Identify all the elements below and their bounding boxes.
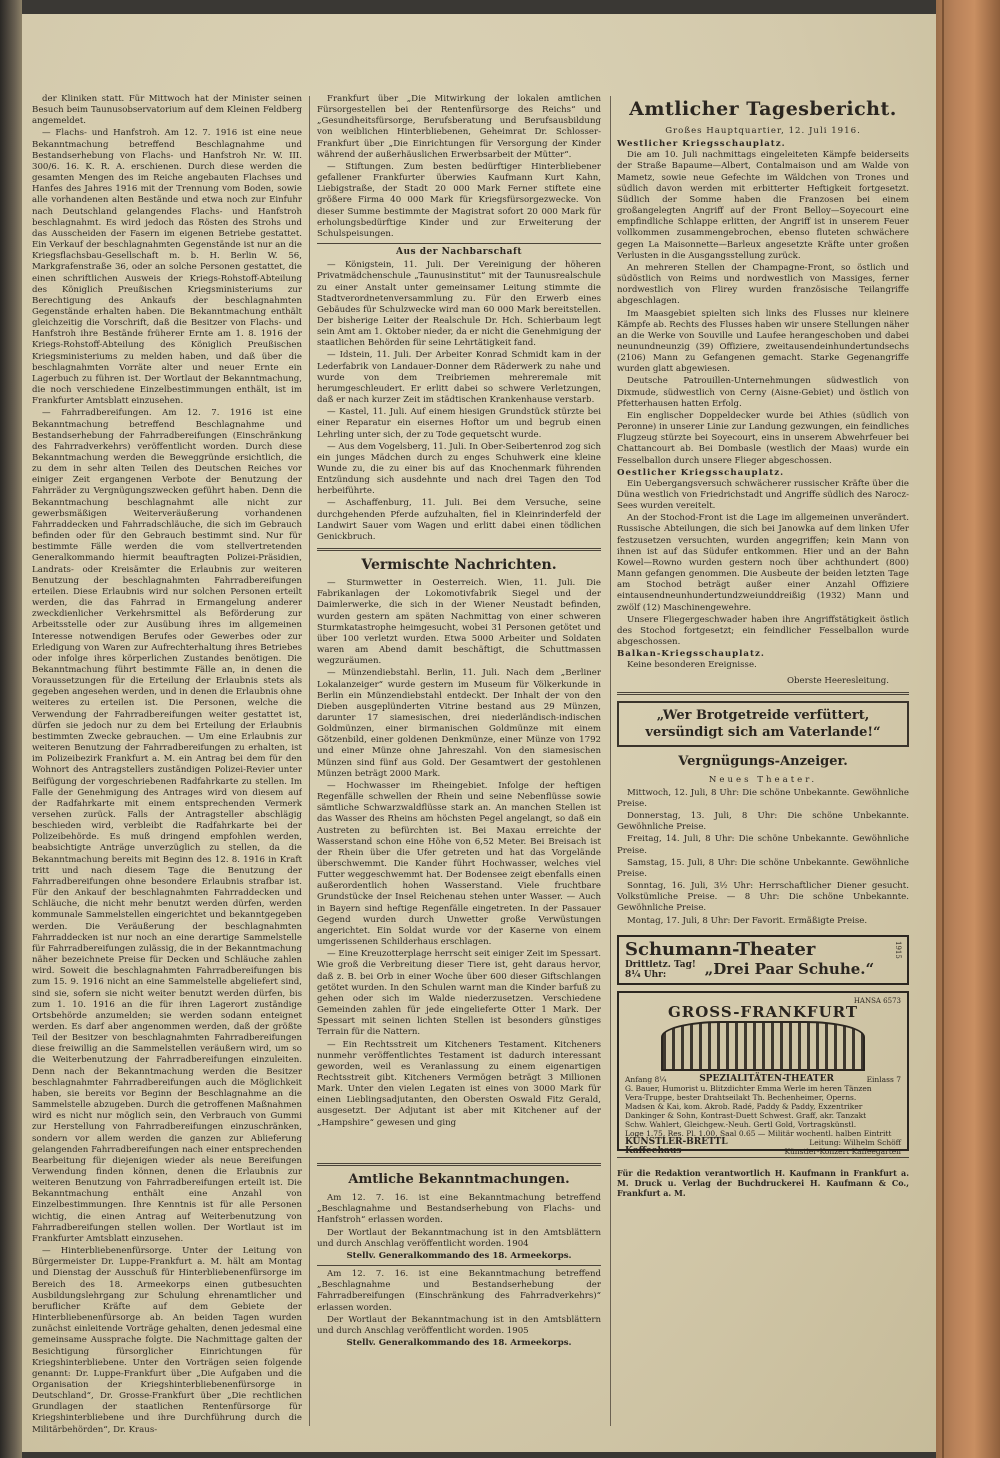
theatre-listing: Mittwoch, 12. Juli, 8 Uhr: Die schöne Unbekannte. Gewöhnliche Preise.: [617, 787, 909, 809]
left-page-edge: [0, 0, 22, 1458]
report-paragraph: Deutsche Patrouillen-Unternehmungen südwestlich von Dixmude, südwestlich von Cerny (Aisne-Gebiet) und östlich von Pfetterhausen hatten Erfolg.: [617, 376, 909, 409]
gross-ad-name: GROSS-FRANKFURT: [667, 1002, 859, 1021]
neighbourhood-heading: Aus der Nachbarschaft: [395, 247, 523, 258]
notice-1-signature: Stellv. Generalkommando des 18. Armeekorps.: [346, 1250, 572, 1261]
gross-ad-start: Anfang 8¼: [625, 1074, 667, 1084]
news-item: — Ein Rechtsstreit um Kitcheners Testament. Kitcheners nunmehr veröffentlichtes Testament ist dadurch interessant geworden, weil es Veranlassung zu einem eigenartigen Rechtsstreit gibt. Kitcheners Vermögen beträgt 3 Millionen Mark. Unter den vielen Legaten ist eines von 3000 Mark für einen Lieblingsadjutanten, den Obersten Oswald Fitz Gerald, ausgesetzt. Der Adjutant ist aber mit Kitchener auf der „Hampshire“ gewesen und ging: [317, 1039, 601, 1128]
gross-ad-concert: Künstler-Konzert Kaffeegarten: [784, 1146, 901, 1156]
schumann-ad-days: [625, 960, 696, 980]
slogan-box: „Wer Brotgetreide verfüttert, versündigt sich am Vaterlande!“: [617, 701, 909, 747]
schumann-theatre-ad: [617, 935, 909, 985]
schumann-ad-year: 1915: [894, 940, 902, 959]
balkan-heading: Balkan-Kriegsschauplatz.: [617, 649, 765, 660]
theatre-building-illustration: [661, 1021, 865, 1071]
theatre-name: Neues Theater.: [708, 774, 818, 785]
misc-heading: Vermischte Nachrichten.: [361, 557, 557, 574]
article-paragraph: — Flachs- und Hanfstroh. Am 12. 7. 1916 ist eine neue Bekanntmachung betreffend Beschlagnahme und Bestandserhebung von Flachs- und Hanfstroh Nr. W. III. 300/6. 16. K. R. A. erschienen. Durch diese werden die gesamten Mengen des im Reiche angebauten Flachses und Hanfes des Jahres 1916 mit der Trennung vom Boden, sowie alle vorhandenen alten Bestände und etwa noch zur Einfuhr nach Deutschland gelangendes Flachs- und Hanfstroh beschlagnahmt. Es wird jedoch das Rösten des Strohs und das Ausscheiden der Fasern im eigenen Betriebe gestattet. Ein Verkauf der beschlagnahmten Gegenstände ist nur an die Kriegsflachsbau-Gesellschaft m. b. H. Berlin W. 56, Markgrafenstraße 36, oder an solche Personen gestattet, die einen schriftlichen Ausweis der Kriegs-Rohstoff-Abteilung des Königlich Preußischen Kriegsministeriums zur Berechtigung des Ankaufs der beschlagnahmten Gegenstände erhalten haben. Die Bekanntmachung enthält gleichzeitig die Vorschrift, daß die Besitzer von Flachs- und Hanfstroh ihre Bestände früherer Ernte am 1. 8. 1916 der Kriegs-Rohstoff-Abteilung des Königlich Preußischen Kriegsministeriums zu melden haben, und daß über die beschlagnahmten Vorräte alter und neuer Ernte ein Lagerbuch zu führen ist. Der Wortlaut der Bekanntmachung, die noch verschiedene Einzelbestimmungen enthält, ist im Frankfurter Amtsblatt einzusehen.: [32, 128, 302, 407]
theatre-listing: Freitag, 14. Juli, 8 Uhr: Die schöne Unbekannte. Gewöhnliche Preise.: [617, 834, 909, 856]
article-paragraph: der Kliniken statt. Für Mittwoch hat der Minister seinen Besuch beim Taunusobservatorium auf dem Kleinen Feldberg angemeldet.: [32, 94, 302, 127]
schumann-ad-line1: Drittletz. Tag!: [625, 959, 696, 970]
article-paragraph: — Stiftungen. Zum besten bedürftiger Hinterbliebener gefallener Frankfurter überwies Kaufmann Kurt Kahn, Liebigstraße, der Stadt 20 000 Mark Ferner stiftete eine größere Firma 40 000 Mark für Kriegsfürsorgezwecke. Von dieser Summe bestimmte der Magistrat sofort 20 000 Mark für erholungsbedürftige Kinder und zur Erweiterung der Schulspeisungen.: [317, 161, 601, 239]
section-rule: [317, 1163, 601, 1166]
notice-2: Am 12. 7. 16. ist eine Bekanntmachung betreffend „Beschlagnahme und Bestandserhebung der Fahrradbereifungen (Einschränkung des Fahrradverkehrs)“ erlassen worden.: [317, 1269, 601, 1313]
column-3: [617, 94, 909, 1434]
report-paragraph: Die am 10. Juli nachmittags eingeleiteten Kämpfe beiderseits der Straße Bapaume—Albert, Contalmaison und am Walde von Mametz, sowie neue Gefechte im Wäldchen von Trones und südlich davon werden mit erbitterter Heftigkeit fortgesetzt. Südlich der Somme haben die Franzosen bei einem großangelegten Angriff auf der Front Belloy—Soyecourt eine empfindliche Schlappe erlitten, der Angriff ist in unserem Feuer vollkommen zusammengebrochen, ebenso fluteten schwächere gegen La Maisonnette—Barleux angesetzte Kräfte unter großen Verlusten in die Ausgangsstellung zurück.: [617, 150, 909, 261]
gross-ad-act: G. Bauer, Humorist u. Blitzdichter Emma Werle im heren Tänzen: [625, 1083, 872, 1093]
schumann-ad-play: „Drei Paar Schuhe.“: [704, 960, 875, 979]
news-item: — Aus dem Vogelsberg, 11. Juli. In Ober-Seibertenrod zog sich ein junges Mädchen durch zu enges Schuhwerk eine kleine Wunde zu, die zu einer bis auf das Knochenmark führenden Entzündung sich ausdehnte und nach drei Tagen den Tod herbeiführte.: [317, 441, 601, 497]
gross-ad-act: Dankinger & Sohn, Kontrast-Duett Schwest. Graff, akr. Tanzakt: [625, 1110, 867, 1120]
section-rule: [317, 243, 601, 244]
section-rule: [317, 1265, 601, 1266]
article-paragraph: — Hinterbliebenenfürsorge. Unter der Leitung von Bürgermeister Dr. Luppe-Frankfurt a. M. hält am Montag und Dienstag der Ausschuß für Hinterbliebenenfürsorge im Bereich des 18. Armeekorps einen gutbesuchten Ausbildungslehrgang zur Schulung ehrenamtlicher und beruflicher Kräfte auf dem Gebiete der Hinterbliebenenfürsorge ab. An beiden Tagen wurden zunächst einleitende Vorträge gehalten, denen jedesmal eine gemeinsame Aussprache folgte. Die Nachmittage galten der Besichtigung fürsorglicher Einrichtungen für Kriegshinterbliebene. Unter den Vorträgen seien folgende genannt: Dr. Luppe-Frankfurt über „Die Aufgaben und die Organisation der Kriegshinterbliebenenfürsorge in Deutschland“, Dr. Grosse-Frankfurt über „Die rechtlichen Grundlagen der staatlichen Rentenfürsorge für Kriegshinterbliebene und ihre Durchführung durch die Militärbehörden“, Dr. Kraus-: [32, 1246, 302, 1434]
section-rule: [617, 692, 909, 695]
notice-2-signature: Stellv. Generalkommando des 18. Armeekorps.: [346, 1337, 572, 1348]
report-paragraph: Ein englischer Doppeldecker wurde bei Athies (südlich von Peronne) in unserer Linie zur Landung gezwungen, ein feindliches Flugzeug stürzte bei Soyecourt, eins in unserem Abwehrfeuer bei Chattancourt ab. Bei Dombasle (westlich der Maas) wurde ein Fesselballon durch unsere Flieger abgeschossen.: [617, 410, 909, 466]
events-heading: Vergnügungs-Anzeiger.: [678, 753, 848, 769]
column-2: [317, 94, 601, 1414]
gross-ad-act: Madsen & Kai, kom. Akrob. Radé, Paddy & Paddy, Exzentriker: [625, 1101, 863, 1111]
report-heading: Amtlicher Tagesbericht.: [629, 98, 897, 120]
official-heading: Amtliche Bekanntmachungen.: [348, 1172, 570, 1188]
news-item: — Hochwasser im Rheingebiet. Infolge der heftigen Regenfälle schwellen der Rhein und seine Nebenflüsse sowie sämtliche Schwarzwaldflüsse stark an. An manchen Stellen ist das Wasser des Rheins am höchsten Pegel angelangt, so daß ein Austreten zu befürchten ist. Bei Maxau erreichte der Wasserstand schon eine Höhe von 6,52 Meter. Bei Breisach ist der Rhein über die Ufer getreten und hat das Vorgelände überschwemmt. Die Kander führt Hochwasser, welches viel Futter weggeschwemmt hat. Der Bodensee zeigt ebenfalls einen außerordentlich hohen Wasserstand. Viele fruchtbare Grundstücke der Insel Reichenau stehen unter Wasser. — Auch in Bayern sind heftige Regenfälle eingetreten. In der Passauer Gegend wurden durch Unwetter große Verwüstungen angerichtet. Ein Soldat wurde vor der Kaserne von einem umgerissenen Schilderhaus erschlagen.: [317, 780, 601, 948]
report-paragraph: Ein Uebergangsversuch schwächerer russischer Kräfte über die Düna westlich von Friedrichstadt und Angriffe südlich des Narocz-Sees wurden vereitelt.: [617, 478, 909, 512]
gross-ad-genre: SPEZIALITÄTEN-THEATER: [699, 1073, 834, 1084]
notice-1: Am 12. 7. 16. ist eine Bekanntmachung betreffend „Beschlagnahme und Bestandserhebung von Flachs- und Hanfstroh“ erlassen worden.: [317, 1193, 601, 1226]
column-rule: [610, 96, 611, 1426]
gross-ad-phone: HANSA 6573: [853, 996, 901, 1005]
schumann-ad-name: Schumann-Theater: [625, 938, 816, 960]
gross-ad-brettl: KÜNSTLER-BRETTL: [625, 1136, 728, 1147]
newspaper-page: [22, 14, 936, 1452]
report-dateline: Großes Hauptquartier, 12. Juli 1916.: [665, 126, 861, 136]
west-heading: Westlicher Kriegsschauplatz.: [617, 139, 786, 150]
imprint: Für die Redaktion verantwortlich H. Kaufmann in Frankfurt a. M. Druck u. Verlag der Buchdruckerei H. Kaufmann & Co., Frankfurt a. M.: [617, 1167, 909, 1198]
gross-ad-brettl-lead: Leitung: Wilhelm Schöff: [809, 1137, 901, 1147]
notice-2-body: Der Wortlaut der Bekanntmachung ist in den Amtsblättern und durch Anschlag veröffentlicht worden. 1905: [317, 1314, 601, 1336]
report-paragraph: Im Maasgebiet spielten sich links des Flusses nur kleinere Kämpfe ab. Rechts des Flusses haben wir unsere Stellungen näher an die Werke von Souville und Laufee herangeschoben und dabei neunundneunzig (39) Offiziere, zweitausendeinhundertundsechs (2106) Mann zu Gefangenen gemacht. Starke Gegenangriffe wurden glatt abgewiesen.: [617, 308, 909, 375]
news-item: — Idstein, 11. Juli. Der Arbeiter Konrad Schmidt kam in der Lederfabrik von Landauer-Donner dem Räderwerk zu nahe und wurde von dem Treibriemen mehreremale mit herumgeschleudert. Er erlitt dabei so schwere Verletzungen, daß er nach kurzer Zeit im städtischen Krankenhause verstarb.: [317, 350, 601, 406]
news-item: — Eine Kreuzotterplage herrscht seit einiger Zeit im Spessart. Wie groß die Verbreitung dieser Tiere ist, geht daraus hervor, daß z. B. bei Orb in einer Woche über 600 dieser Giftschlangen getötet wurden. In den Schulen warnt man die Kinder barfuß zu gehen oder sich im Walde niederzusetzen. Verschiedene Gemeinden zahlen für jede eingelieferte Otter 1 Mark. Der Spessart mit seinen lichten Stellen ist besonders günstiges Terrain für die Nattern.: [317, 949, 601, 1038]
gross-ad-act: Vera-Truppe, bester Drahtseilakt Th. Bechenheimer, Operns.: [625, 1092, 857, 1102]
theatre-listing: Sonntag, 16. Juli, 3½ Uhr: Herrschaftlicher Diener gesucht. Volkstümliche Preise. — 8 Uhr: Die schöne Unbekannte. Gewöhnliche Preise.: [617, 881, 909, 914]
gross-ad-entry: Einlass 7: [866, 1074, 901, 1084]
balkan-text: Keine besonderen Ereignisse.: [627, 660, 757, 671]
theatre-listing: Samstag, 15. Juli, 8 Uhr: Die schöne Unbekannte. Gewöhnliche Preise.: [617, 857, 909, 879]
gross-ad-act: Schw. Wahlert, Gleichgew.-Neuh. Gertl Gold, Vortragskünstl.: [625, 1119, 857, 1129]
column-1: [32, 94, 302, 1434]
gross-ad-kaffeehaus: Kaffeehaus: [625, 1145, 682, 1156]
section-rule: [617, 1157, 909, 1158]
report-paragraph: Unsere Fliegergeschwader haben ihre Angriffstätigkeit östlich des Stochod fortgesetzt; ein feindlicher Fesselballon wurde abgeschossen.: [617, 614, 909, 648]
east-heading: Oestlicher Kriegsschauplatz.: [617, 467, 785, 478]
gross-ad-bottom-row-2: [625, 1147, 901, 1156]
article-paragraph: — Fahrradbereifungen. Am 12. 7. 1916 ist eine Bekanntmachung betreffend Beschlagnahme und Bestandserhebung der Fahrradbereifungen (Einschränkung des Fahrradverkehrs) veröffentlicht worden. Durch diese Bekanntmachung werden die Beweggründe ersichtlich, die zu dem in sehr alten Teilen des Deutschen Reiches vor einiger Zeit ergangenen Verbote der Benutzung der Fahrräder zu Vergnügungszwecken geführt haben. Denn die Bekanntmachung beschlagnahmt alle nicht zur gewerbsmäßigen Weiterveräußerung vorhandenen Fahrraddecken und Fahrradschläuche, die sich im Gebrauch befinden oder für den Gebrauch bestimmt sind. Nur für bestimmte Fälle werden die vom stellvertretenden Generalkommando hiermit beauftragten Polizei-Präsidien, Landrats- oder Kreisämter die Erlaubnis zur weiteren Benutzung der beschlagnahmten Fahrradbereifungen erteilen. Diese Erlaubnis wird nur solchen Personen erteilt werden, die das Fahrrad in Ermangelung anderer zweckdienlicher Verkehrsmittel als Beförderung zur Arbeitsstelle oder zur Ausübung ihres im allgemeinen Interesse notwendigen Berufes oder Gewerbes oder zur Erledigung von Waren zur Aufrechterhaltung ihres Betriebes oder infolge ihres körperlichen Zustandes benötigen. Die Bekanntmachung führt bestimmte Fälle an, in denen die Voraussetzungen für die Erteilung der Erlaubnis stets als gegeben angesehen werden, und in denen die Erlaubnis ohne weiteres zu erteilen ist. Die Personen, welche die Verwendung der Fahrradbereifungen weiter gestattet ist, dürfen sie jedoch nur zu dem bei Erteilung der Erlaubnis bestimmten Zwecke gebrauchen. — Um eine Erlaubnis zur weiteren Benutzung der Fahrradbereifungen zu erhalten, ist im Polizeibezirk Frankfurt a. M. ein Antrag bei dem für den Wohnort des Antragstellers zuständigen Polizei-Revier unter Beifügung der vorgeschriebenen Radfahrkarte zu stellen. Im Falle der Genehmigung des Antrages wird von diesem auf der Radfahrkarte mit einem entsprechenden Vermerk versehen zurück. Falls der Antragsteller abschlägig beschieden wird, verbleibt die Radfahrkarte bei der Polizeibehörde. Es muß dringend empfohlen werden, beabsichtigte Anträge unverzüglich zu stellen, da die Bekanntmachung bereits mit Beginn des 12. 8. 1916 in Kraft tritt und nach diesem Tage die Benutzung der Fahrradbereifungen ohne besondere Erlaubnis strafbar ist. Für den Ankauf der beschlagnahmten Fahrraddecken und Schläuche, die nicht mehr benutzt werden dürfen, werden kommunale Sammelstellen eingerichtet und bekanntgegeben werden. Die Veräußerung der beschlagnahmten Fahrraddecken ist nur noch an eine derartige Sammelstelle für Fahrradbereifungen zulässig, die in der Bekanntmachung näher bezeichnete Preise für Decken und Schläuche zahlen wird. Soweit die beschlagnahmten Fahrradbereifungen bis zum 15. 9. 1916 nicht an eine Sammelstelle abgeliefert sind, sind sie, sofern sie nicht weiter benutzt werden dürfen, bis zum 1. 10. 1916 an die für ihren Lagerort zuständige Ortsbehörde anzumelden; sie werden sodann enteignet werden. Es darf aber angenommen werden, daß der größte Teil der Besitzer von beschlagnahmten Fahrradbereifungen diese freiwillig an die Sammelstellen veräußern wird, um so die Weiterbenutzung der Fahrradbereifungen einzuleiten. Denn nach der Bekanntmachung werden die Besitzer beschlagnahmter Fahrradbereifungen auch die Möglichkeit haben, sie bereits vor Beginn der Beschlagnahme an die Sammelstelle abzugeben. Durch die getroffenen Maßnahmen wird es nicht nur möglich sein, den Verbrauch von Gummi zur Herstellung von Fahrradbereifungen einzuschränken, sondern vor allem werden die ganzen zur Ablieferung gelangenden Fahrradbereifungen nach einer entsprechenden Bearbeitung für diejenigen wieder als neue Bereifungen Verwendung finden können, denen die Erlaubnis zur weiteren Benutzung von Fahrradbereifungen erteilt ist. Die Bekanntmachung enthält eine Anzahl von Einzelbestimmungen. Ihre Kenntnis ist für alle Personen wichtig, die einen Antrag auf Weiterbenutzung von Fahrradbereifungen stellen wollen. Der Wortlaut ist im Frankfurter Amtsblatt einzusehen.: [32, 408, 302, 1244]
schumann-ad-line2: 8¼ Uhr:: [625, 969, 667, 980]
theatre-listing: Donnerstag, 13. Juli, 8 Uhr: Die schöne Unbekannte. Gewöhnliche Preise.: [617, 811, 909, 833]
gross-ad-header-row: [625, 1075, 901, 1084]
report-signature: Oberste Heeresleitung.: [786, 675, 889, 686]
gross-ad-act: Loge 1.75, Res. Pl. 1.00, Saal 0.65 — Militär wochentl. halben Eintritt: [625, 1128, 892, 1138]
news-item: — Königstein, 11. Juli. Der Vereinigung der höheren Privatmädchenschule „Taunusinstitut“ mit der Taunusrealschule zu einer Anstalt unter gemeinsamer Leitung stimmte die Stadtverordnetenversammlung zu. Für den Erwerb eines Gebäudes für Schulzwecke wird man 60 000 Mark bereitstellen. Der bisherige Leiter der Realschule Dr. Hch. Schierbaum legt sein Amt am 1. Oktober nieder, da er nicht die Genehmigung der staatlichen Behörden für seine Lehrtätigkeit fand.: [317, 260, 601, 349]
notice-1-body: Der Wortlaut der Bekanntmachung ist in den Amtsblättern und durch Anschlag veröffentlicht worden. 1904: [317, 1227, 601, 1249]
news-item: — Münzendiebstahl. Berlin, 11. Juli. Nach dem „Berliner Lokalanzeiger“ wurde gestern im Museum für Völkerkunde in Berlin ein Münzendiebstahl entdeckt. Der Inhalt der von den Dieben ausgeplünderten Vitrine bestand aus 29 Münzen, darunter 17 siamesischen, drei niederländisch-indischen Goldmünzen, einer birmanischen Goldmünze mit einem Götzenbild, einer goldenen Denkmünze, einer Münze von 1792 und einer Münze ohne Jahreszahl. Von den siamesischen Münzen sind fünf aus Gold. Der Gesamtwert der gestohlenen Münzen beträgt 2000 Mark.: [317, 668, 601, 779]
gross-frankfurt-ad: [617, 991, 909, 1156]
theatre-listing: Montag, 17. Juli, 8 Uhr: Der Favorit. Ermäßigte Preise.: [627, 915, 868, 926]
report-paragraph: An mehreren Stellen der Champagne-Front, so östlich und südöstlich von Reims und nordwestlich von Massiges, ferner nordwestlich von Flirey wurden französische Teilangriffe abgeschlagen.: [617, 262, 909, 307]
news-item: — Kastel, 11. Juli. Auf einem hiesigen Grundstück stürzte bei einer Reparatur ein eisernes Hoftor um und begrub einen Lehrling unter sich, der zu Tode gequetscht wurde.: [317, 407, 601, 440]
report-paragraph: An der Stochod-Front ist die Lage im allgemeinen unverändert. Russische Abteilungen, die sich bei Janowka auf dem linken Ufer festzusetzen versuchten, wurden angegriffen; kein Mann von ihnen ist auf das Südufer entkommen. Hier und an der Bahn Kowel—Rowno wurden gestern noch über achthundert (800) Mann gefangen genommen. Die Ausbeute der beiden letzten Tage am Stochod beträgt außer einer Anzahl Offiziere eintausendneunhundertundzweiunddreißig (1932) Mann und zwölf (12) Maschinengewehre.: [617, 513, 909, 613]
news-item: — Aschaffenburg, 11. Juli. Bei dem Versuche, seine durchgehenden Pferde aufzuhalten, fiel in Kleinrinderfeld der Landwirt Sauer vom Wagen und erlitt dabei einen tödlichen Genickbruch.: [317, 498, 601, 542]
news-item: — Sturmwetter in Oesterreich. Wien, 11. Juli. Die Fabrikanlagen der Lokomotivfabrik Siegel und der Daimlerwerke, die sich in der Wiener Neustadt befinden, wurden gestern am späten Nachmittag von einer schweren Sturmkatastrophe heimgesucht, wobei 31 Personen getötet und über 100 verletzt wurden. Etwa 5000 Arbeiter und Soldaten waren am Abend damit beschäftigt, die Schuttmassen wegzuräumen.: [317, 578, 601, 667]
book-spine: [936, 0, 1000, 1458]
article-paragraph: Frankfurt über „Die Mitwirkung der lokalen amtlichen Fürsorgestellen bei der Rentenfürsorge des Reichs“ und „Gesundheitsfürsorge, Berufsberatung und Berufsausbildung von weiblichen Hinterbliebenen, Geheimrat Dr. Schlosser-Frankfurt über „Die Einrichtungen für Versorgung der Kinder während der außerhäuslichen Erwerbsarbeit der Mütter“.: [317, 94, 601, 160]
section-rule: [317, 548, 601, 551]
column-rule: [309, 96, 310, 1426]
